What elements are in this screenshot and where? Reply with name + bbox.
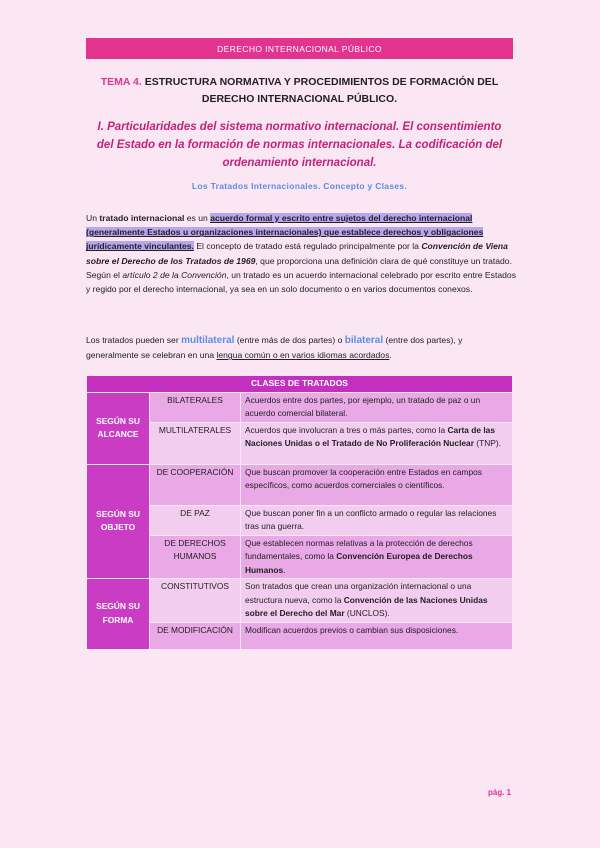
desc-cell: Son tratados que crean una organización internacional o una estructura nueva, como la Convención de las Naciones Unidas sobre el Derecho del Mar (UNCLOS).	[241, 579, 513, 623]
desc-cell: Modifican acuerdos previos o cambian sus disposiciones.	[241, 622, 513, 649]
group-cell: SEGÚN SU ALCANCE	[87, 392, 150, 464]
highlighted-definition: acuerdo formal y escrito entre sujetos del derecho internacional (generalmente Estados u organizaciones internacionales) que establece derechos y obligaciones jurídicamente vinculantes.	[86, 213, 484, 252]
table-row	[87, 535, 513, 579]
group-cell: SEGÚN SU FORMA	[87, 579, 150, 650]
type-cell: BILATERALES	[150, 392, 241, 422]
table-header: CLASES DE TRATADOS	[87, 376, 513, 393]
table-row	[87, 505, 513, 535]
desc-cell: Que buscan promover la cooperación entre Estados en campos específicos, como acuerdos comerciales o científicos.	[241, 464, 513, 505]
desc-cell: Acuerdos que involucran a tres o más partes, como la Carta de las Naciones Unidas o el Tratado de No Proliferación Nuclear (TNP).	[241, 422, 513, 464]
type-cell: MULTILATERALES	[150, 422, 241, 464]
paragraph-definition: Un tratado internacional es un acuerdo formal y escrito entre sujetos del derecho internacional (generalmente Estados u organizaciones internacionales) que establece derechos y obligaciones jurídicamente vinculantes. El concepto de tratado está regulado principalmente por la Convención de Viena sobre el Derecho de los Tratados de 1969, que proporciona una definición clara de qué constituye un tratado. Según el artículo 2 de la Convención, un tratado es un acuerdo internacional celebrado por escrito entre Estados y regido por el derecho internacional, ya sea en un solo documento o en varios documentos conexos.	[86, 213, 516, 295]
section-heading: Los Tratados Internacionales. Concepto y Clases.	[191, 181, 408, 191]
treaty-classes-table	[86, 375, 513, 650]
type-cell: DE DERECHOS HUMANOS	[150, 535, 241, 579]
table-row	[87, 392, 513, 422]
running-header: DERECHO INTERNACIONAL PÚBLICO	[86, 38, 513, 59]
page-number: pág. 1	[488, 788, 512, 797]
type-cell: DE MODIFICACIÓN	[150, 622, 241, 649]
table-row	[87, 579, 513, 623]
page-title	[86, 74, 513, 108]
group-cell: SEGÚN SU OBJETO	[87, 464, 150, 579]
desc-cell: Acuerdos entre dos partes, por ejemplo, un tratado de paz o un acuerdo comercial bilateral.	[241, 392, 513, 422]
desc-cell: Que buscan poner fin a un conflicto armado o regular las relaciones tras una guerra.	[241, 505, 513, 535]
table-row	[87, 422, 513, 464]
type-cell: CONSTITUTIVOS	[150, 579, 241, 623]
type-cell: DE PAZ	[150, 505, 241, 535]
paragraph-types: Los tratados pueden ser multilateral (entre más de dos partes) o bilateral (entre dos partes), y generalmente se celebran en una lengua común o en varios idiomas acordados.	[86, 335, 463, 361]
table-row	[87, 464, 513, 505]
subtitle: I. Particularidades del sistema normativo internacional. El consentimiento del Estado en la formación de normas internacionales. La codificación del ordenamiento internacional.	[96, 121, 503, 169]
tema-label: TEMA 4.	[100, 76, 142, 88]
table-row	[87, 622, 513, 649]
type-cell: DE COOPERACIÓN	[150, 464, 241, 505]
title-text: ESTRUCTURA NORMATIVA Y PROCEDIMIENTOS DE FORMACIÓN DEL DERECHO INTERNACIONAL PÚBLICO.	[141, 76, 499, 105]
desc-cell: Que establecen normas relativas a la protección de derechos fundamentales, como la Convención Europea de Derechos Humanos.	[241, 535, 513, 579]
